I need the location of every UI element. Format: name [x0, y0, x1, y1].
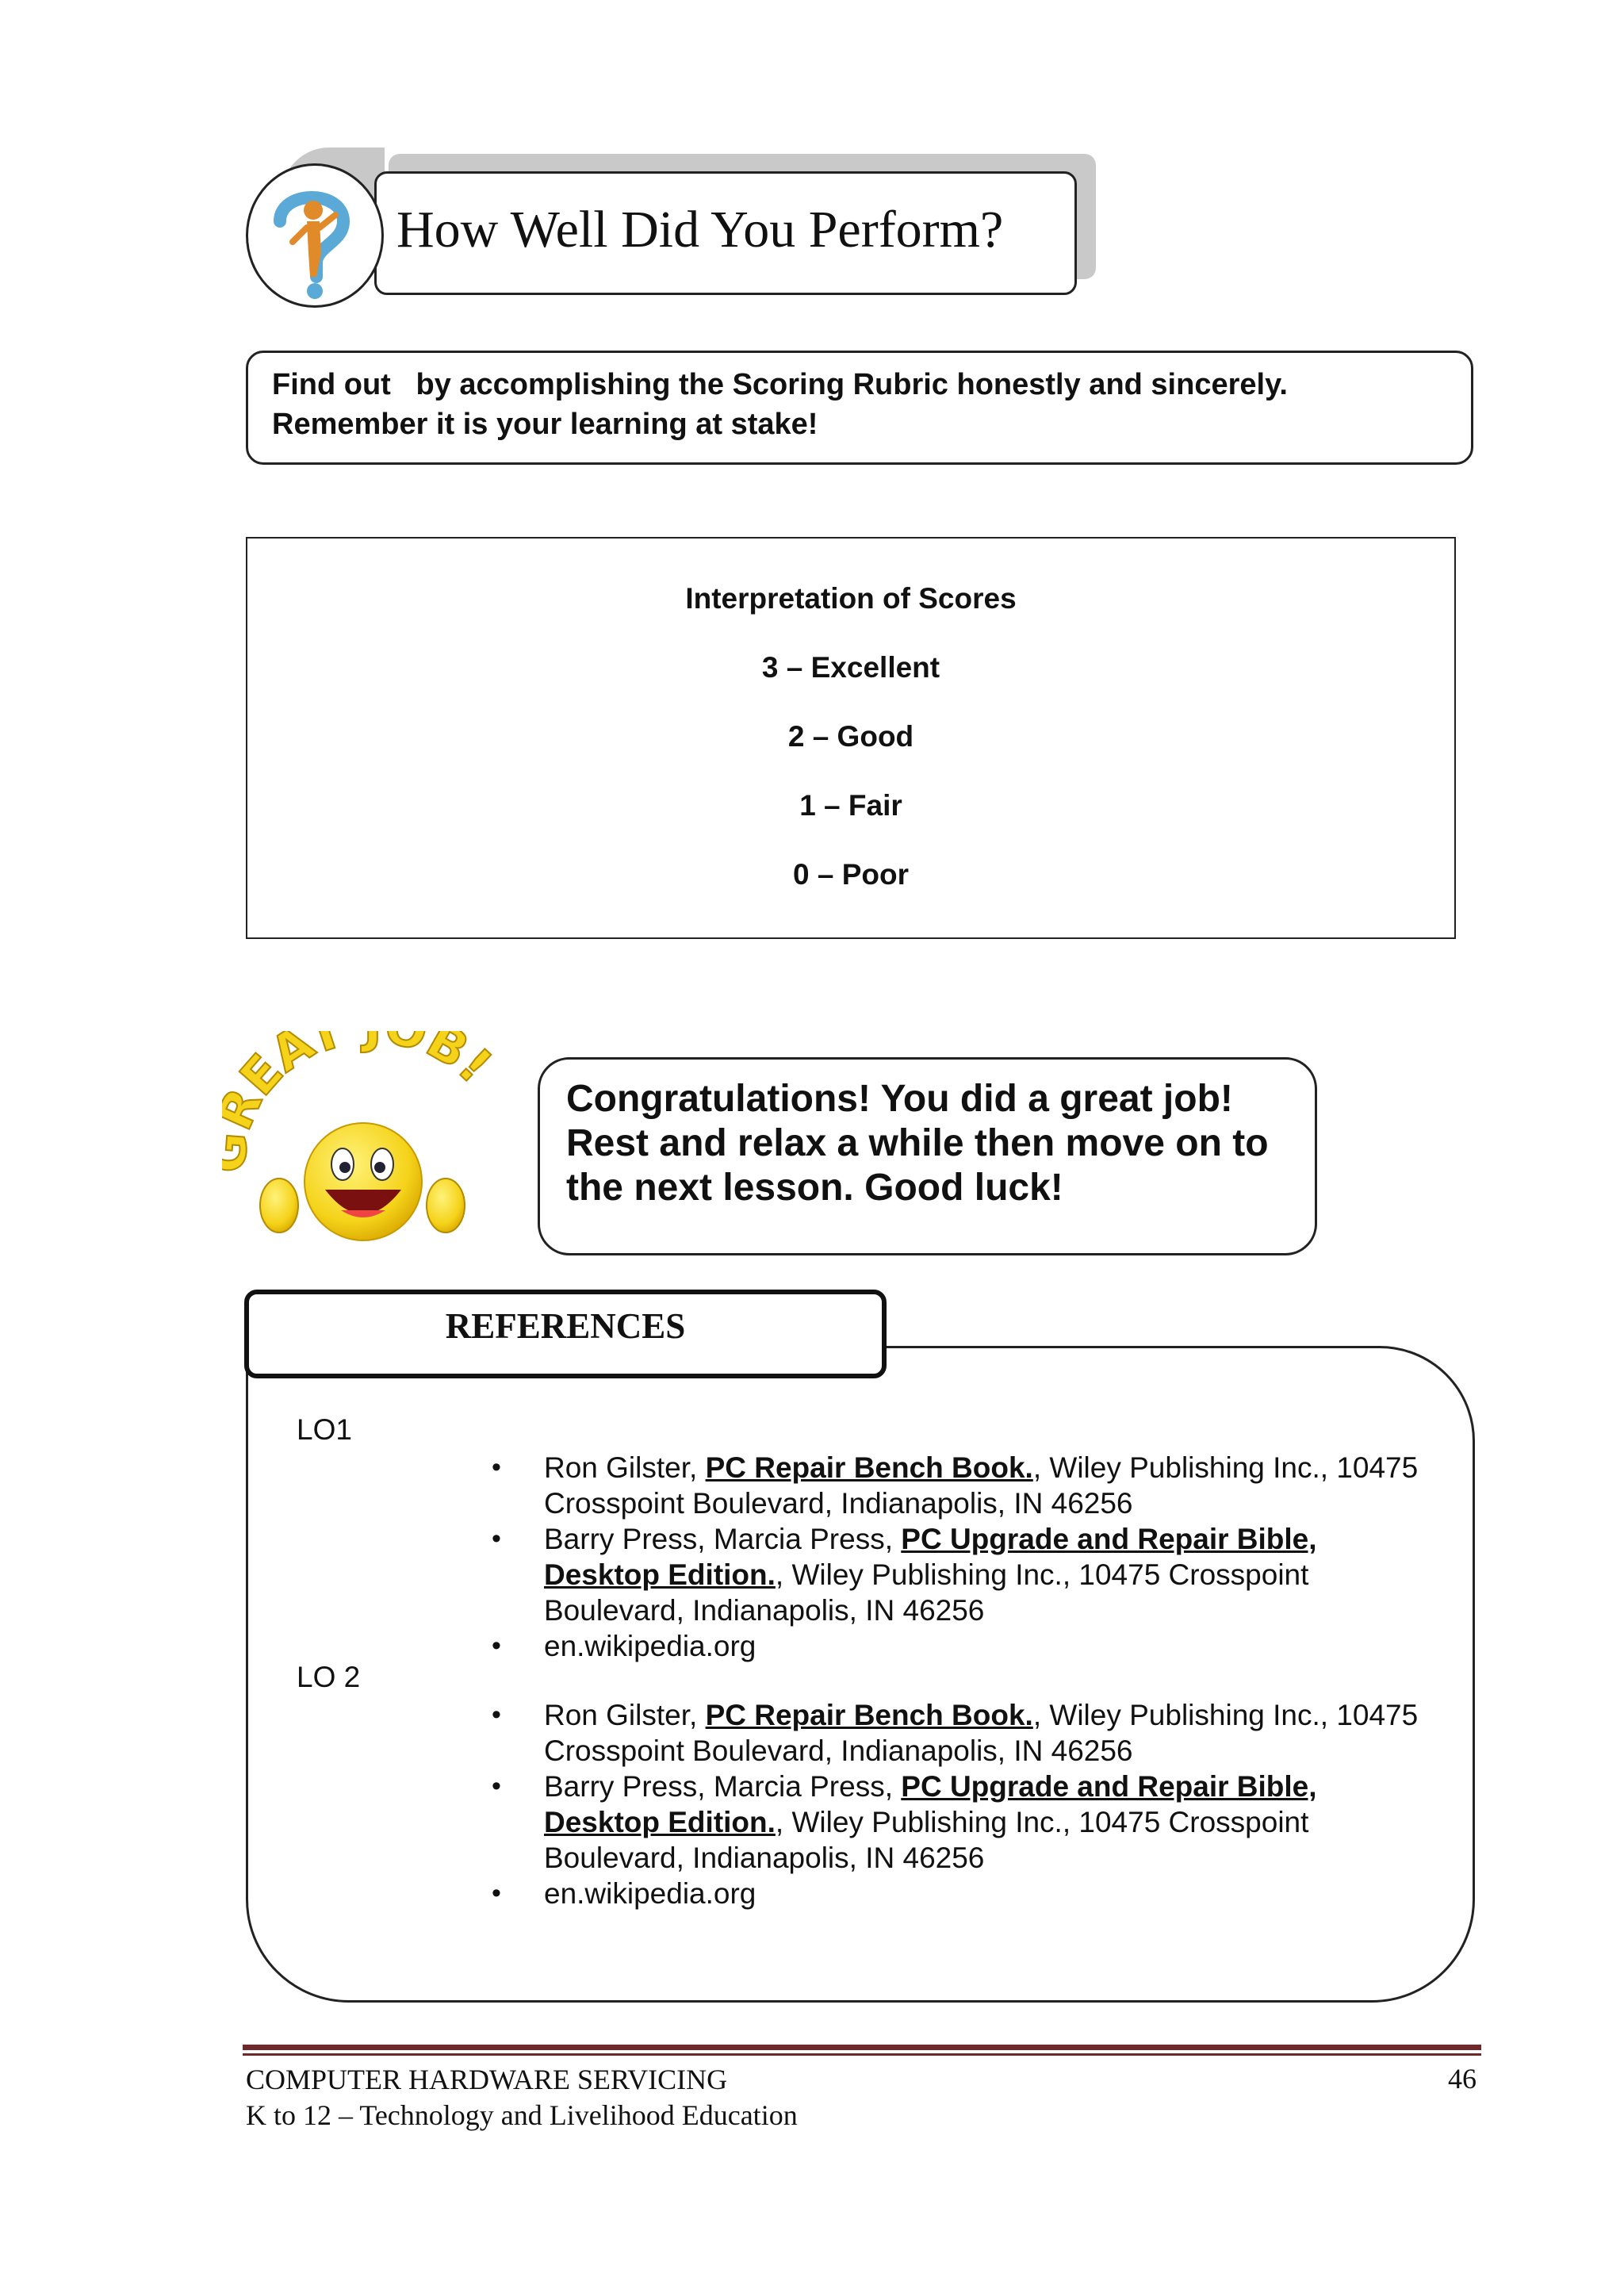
list-item: • Ron Gilster, PC Repair Bench Book., Wiley Publishing Inc., 10475 Crosspoint Boulevard, Indianapolis, IN 46256: [492, 1451, 1419, 1520]
question-mark-person-icon: [248, 166, 381, 305]
score-good: 2 – Good: [787, 720, 914, 753]
score-poor: 0 – Poor: [793, 858, 909, 891]
list-item: [492, 1628, 1427, 1664]
lo2-label: LO 2: [297, 1661, 361, 1693]
list-item: • Barry Press, Marcia Press, PC Upgrade and Repair Bible, Desktop Edition., Wiley Publishing Inc., 10475 Crosspoint Boulevard, Indianapolis, IN 46256: [492, 1523, 1317, 1627]
great-job-badge-text: EAT B!: [228, 1031, 504, 1107]
footer-course: COMPUTER HARDWARE SERVICING: [246, 2064, 728, 2095]
great-job-smiley-icon: [222, 1031, 523, 1245]
list-item: • Ron Gilster, PC Repair Bench Book., Wiley Publishing Inc., 10475 Crosspoint Boulevard, Indianapolis, IN 46256: [492, 1699, 1419, 1767]
lo2-reference-list: [492, 1697, 1427, 1911]
bullet-icon: •: [492, 1700, 501, 1730]
list-item: • Barry Press, Marcia Press, PC Upgrade and Repair Bible, Desktop Edition., Wiley Publishing Inc., 10475 Crosspoint Boulevard, Indianapolis, IN 46256: [492, 1770, 1317, 1874]
congrats-message: [566, 1077, 1269, 1210]
page-number: 46: [1448, 2063, 1477, 2095]
lo1-label: LO1: [297, 1413, 352, 1446]
bullet-icon: •: [492, 1524, 501, 1554]
bullet-icon: •: [492, 1878, 501, 1908]
footer-rule-thin: [243, 2053, 1481, 2056]
reference-link: en.wikipedia.org: [544, 1630, 756, 1662]
bullet-icon: •: [492, 1631, 501, 1661]
score-fair: 1 – Fair: [799, 789, 902, 822]
lo1-reference-list: [492, 1450, 1427, 1664]
instructions-line-2: Remember it is your learning at stake!: [272, 408, 818, 441]
reference-title: PC Upgrade and Repair Bible, Desktop Edition.: [544, 1770, 1317, 1838]
great-job-image: [222, 1031, 523, 1245]
instructions-text: [272, 365, 1288, 444]
congrats-line-1: Congratulations! You did a great job!: [566, 1078, 1233, 1120]
footer-program: K to 12 – Technology and Livelihood Education: [246, 2099, 798, 2131]
reference-title: PC Upgrade and Repair Bible, Desktop Edition.: [544, 1523, 1317, 1591]
congrats-line-3: the next lesson. Good luck!: [566, 1167, 1063, 1209]
references-heading: REFERENCES: [445, 1306, 686, 1346]
congrats-line-2: Rest and relax a while then move on to: [566, 1122, 1269, 1164]
score-excellent: 3 – Excellent: [761, 651, 940, 684]
header-icon-circle: [246, 163, 384, 308]
reference-title: PC Repair Bench Book.: [705, 1699, 1033, 1731]
list-item: [492, 1876, 1427, 1911]
reference-link: en.wikipedia.org: [544, 1877, 756, 1910]
reference-title: PC Repair Bench Book.: [705, 1451, 1033, 1484]
interpretation-title: Interpretation of Scores: [685, 582, 1017, 615]
bullet-icon: •: [492, 1452, 501, 1482]
footer-text: [246, 2062, 798, 2133]
footer-rule-thick: [243, 2045, 1481, 2050]
instructions-line-1: Find out by accomplishing the Scoring Rubric honestly and sincerely.: [272, 368, 1288, 401]
page-title: How Well Did You Perform?: [396, 201, 1004, 259]
bullet-icon: •: [492, 1771, 501, 1801]
